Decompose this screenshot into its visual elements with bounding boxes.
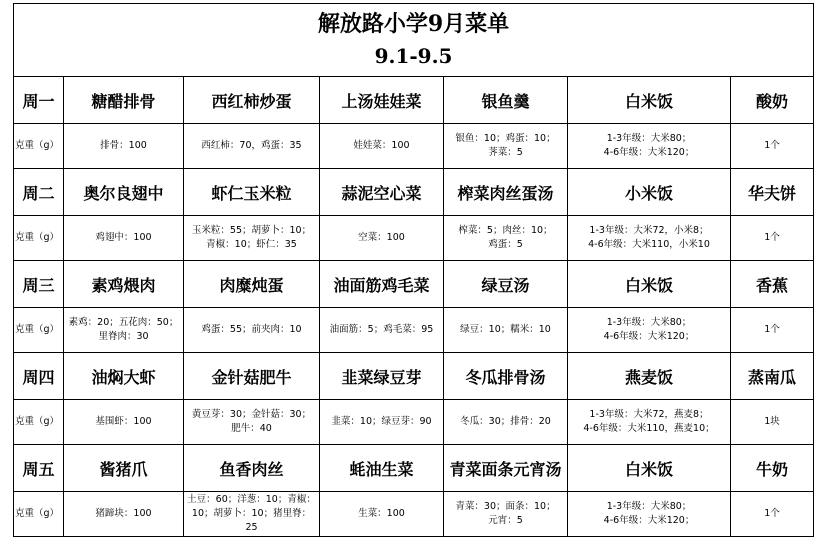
dish-name: 小米饭 <box>568 169 731 216</box>
weight-label: 克重（g） <box>14 308 64 353</box>
dish-name: 肉糜炖蛋 <box>184 261 320 308</box>
weight-label: 克重（g） <box>14 216 64 261</box>
dish-name: 素鸡煨肉 <box>64 261 184 308</box>
ingredient-line: 25 <box>245 522 258 533</box>
dish-name: 糖醋排骨 <box>64 77 184 124</box>
menu-title: 解放路小学9月菜单 <box>317 11 510 37</box>
dish-name: 韭菜绿豆芽 <box>320 353 444 400</box>
ingredient-line: 鸡蛋：5 <box>488 239 523 250</box>
day-label: 周五 <box>14 445 64 492</box>
ingredient-line: 荠菜：5 <box>488 147 523 158</box>
ingredient-line: 4-6年级：大米120； <box>603 147 695 158</box>
day-label: 周一 <box>14 77 64 124</box>
ingredient-line: 青椒：10；虾仁：35 <box>206 239 297 250</box>
ingredient-line: 榨菜：5；肉丝：10； <box>458 225 553 236</box>
ingredient-line: 冬瓜：30；排骨：20 <box>460 416 551 427</box>
dish-name: 金针菇肥牛 <box>184 353 320 400</box>
ingredient-weight <box>444 124 568 169</box>
ingredient-line: 元宵：5 <box>488 515 523 526</box>
ingredient-weight <box>320 308 444 353</box>
ingredient-weight <box>320 400 444 445</box>
ingredient-weight <box>444 400 568 445</box>
weight-row <box>14 308 814 353</box>
dish-name: 银鱼羹 <box>444 77 568 124</box>
ingredient-line: 10；胡萝卜：10；猪里脊： <box>191 508 312 519</box>
weight-row <box>14 400 814 445</box>
dish-name: 燕麦饭 <box>568 353 731 400</box>
ingredient-weight <box>64 492 184 537</box>
ingredient-line: 排骨：100 <box>100 140 147 151</box>
ingredient-weight <box>184 492 320 537</box>
date-range: 9.1-9.5 <box>374 44 453 68</box>
weight-row <box>14 492 814 537</box>
day-label: 周四 <box>14 353 64 400</box>
dish-name: 青菜面条元宵汤 <box>444 445 568 492</box>
ingredient-line: 4-6年级：大米110，燕麦10； <box>583 423 715 434</box>
menu-table <box>13 3 814 537</box>
ingredient-weight <box>731 492 814 537</box>
weight-label: 克重（g） <box>14 124 64 169</box>
ingredient-line: 土豆：60；洋葱：10；青椒： <box>187 494 316 505</box>
ingredient-weight <box>64 216 184 261</box>
ingredient-line: 基围虾：100 <box>95 416 152 427</box>
ingredient-line: 鸡翅中：100 <box>95 232 152 243</box>
dish-name: 油焖大虾 <box>64 353 184 400</box>
ingredient-line: 生菜：100 <box>358 508 405 519</box>
ingredient-weight <box>568 492 731 537</box>
dish-row <box>14 261 814 308</box>
dish-row <box>14 445 814 492</box>
ingredient-line: 1个 <box>764 232 780 243</box>
ingredient-line: 肥牛：40 <box>231 423 272 434</box>
dish-name: 香蕉 <box>731 261 814 308</box>
menu-title-block <box>14 4 814 77</box>
dish-name: 蚝油生菜 <box>320 445 444 492</box>
ingredient-line: 4-6年级：大米120； <box>603 515 695 526</box>
ingredient-weight <box>568 308 731 353</box>
ingredient-line: 4-6年级：大米110，小米10 <box>588 239 710 250</box>
ingredient-line: 猪蹄块：100 <box>95 508 152 519</box>
ingredient-line: 空菜：100 <box>358 232 405 243</box>
ingredient-weight <box>731 400 814 445</box>
ingredient-weight <box>731 308 814 353</box>
ingredient-weight <box>320 216 444 261</box>
dish-name: 酱猪爪 <box>64 445 184 492</box>
dish-name: 虾仁玉米粒 <box>184 169 320 216</box>
ingredient-line: 1-3年级：大米72，小米8； <box>589 225 709 236</box>
ingredient-line: 银鱼：10；鸡蛋：10； <box>455 133 556 144</box>
dish-name: 榨菜肉丝蛋汤 <box>444 169 568 216</box>
ingredient-line: 素鸡：20；五花肉：50； <box>68 317 179 328</box>
ingredient-line: 里脊肉：30 <box>98 331 149 342</box>
ingredient-line: 1-3年级：大米80； <box>606 501 692 512</box>
ingredient-weight <box>184 216 320 261</box>
ingredient-line: 西红柿：70，鸡蛋：35 <box>201 140 302 151</box>
dish-name: 绿豆汤 <box>444 261 568 308</box>
day-label: 周二 <box>14 169 64 216</box>
dish-name: 白米饭 <box>568 445 731 492</box>
ingredient-weight <box>64 400 184 445</box>
ingredient-weight <box>64 124 184 169</box>
dish-name: 奥尔良翅中 <box>64 169 184 216</box>
ingredient-weight <box>568 400 731 445</box>
dish-name: 冬瓜排骨汤 <box>444 353 568 400</box>
dish-name: 油面筋鸡毛菜 <box>320 261 444 308</box>
dish-name: 蒸南瓜 <box>731 353 814 400</box>
ingredient-weight <box>184 124 320 169</box>
ingredient-weight <box>320 124 444 169</box>
ingredient-line: 1-3年级：大米72，燕麦8； <box>589 409 709 420</box>
dish-name: 酸奶 <box>731 77 814 124</box>
ingredient-weight <box>731 124 814 169</box>
weight-label: 克重（g） <box>14 400 64 445</box>
ingredient-line: 玉米粒：55；胡萝卜：10； <box>191 225 312 236</box>
ingredient-weight <box>444 308 568 353</box>
dish-name: 牛奶 <box>731 445 814 492</box>
dish-row <box>14 353 814 400</box>
ingredient-line: 1块 <box>764 416 780 427</box>
ingredient-line: 1个 <box>764 324 780 335</box>
dish-name: 白米饭 <box>568 77 731 124</box>
dish-name: 华夫饼 <box>731 169 814 216</box>
ingredient-line: 1-3年级：大米80； <box>606 317 692 328</box>
dish-row <box>14 77 814 124</box>
dish-name: 鱼香肉丝 <box>184 445 320 492</box>
ingredient-line: 1个 <box>764 508 780 519</box>
ingredient-line: 绿豆：10；糯米：10 <box>460 324 551 335</box>
weight-label: 克重（g） <box>14 492 64 537</box>
ingredient-line: 娃娃菜：100 <box>353 140 410 151</box>
ingredient-line: 4-6年级：大米120； <box>603 331 695 342</box>
dish-row <box>14 169 814 216</box>
ingredient-weight <box>184 400 320 445</box>
ingredient-line: 1个 <box>764 140 780 151</box>
weight-row <box>14 124 814 169</box>
ingredient-weight <box>444 492 568 537</box>
ingredient-weight <box>320 492 444 537</box>
dish-name: 上汤娃娃菜 <box>320 77 444 124</box>
dish-name: 西红柿炒蛋 <box>184 77 320 124</box>
ingredient-line: 青菜：30；面条：10； <box>455 501 556 512</box>
weight-row <box>14 216 814 261</box>
ingredient-line: 鸡蛋：55；前夹肉：10 <box>201 324 302 335</box>
dish-name: 蒜泥空心菜 <box>320 169 444 216</box>
ingredient-line: 1-3年级：大米80； <box>606 133 692 144</box>
day-label: 周三 <box>14 261 64 308</box>
dish-name: 白米饭 <box>568 261 731 308</box>
ingredient-weight <box>184 308 320 353</box>
ingredient-weight <box>731 216 814 261</box>
ingredient-weight <box>568 216 731 261</box>
ingredient-weight <box>444 216 568 261</box>
ingredient-line: 黄豆芽：30；金针菇：30； <box>191 409 312 420</box>
ingredient-weight <box>64 308 184 353</box>
ingredient-line: 油面筋：5；鸡毛菜：95 <box>329 324 434 335</box>
ingredient-line: 韭菜：10；绿豆芽：90 <box>331 416 432 427</box>
ingredient-weight <box>568 124 731 169</box>
